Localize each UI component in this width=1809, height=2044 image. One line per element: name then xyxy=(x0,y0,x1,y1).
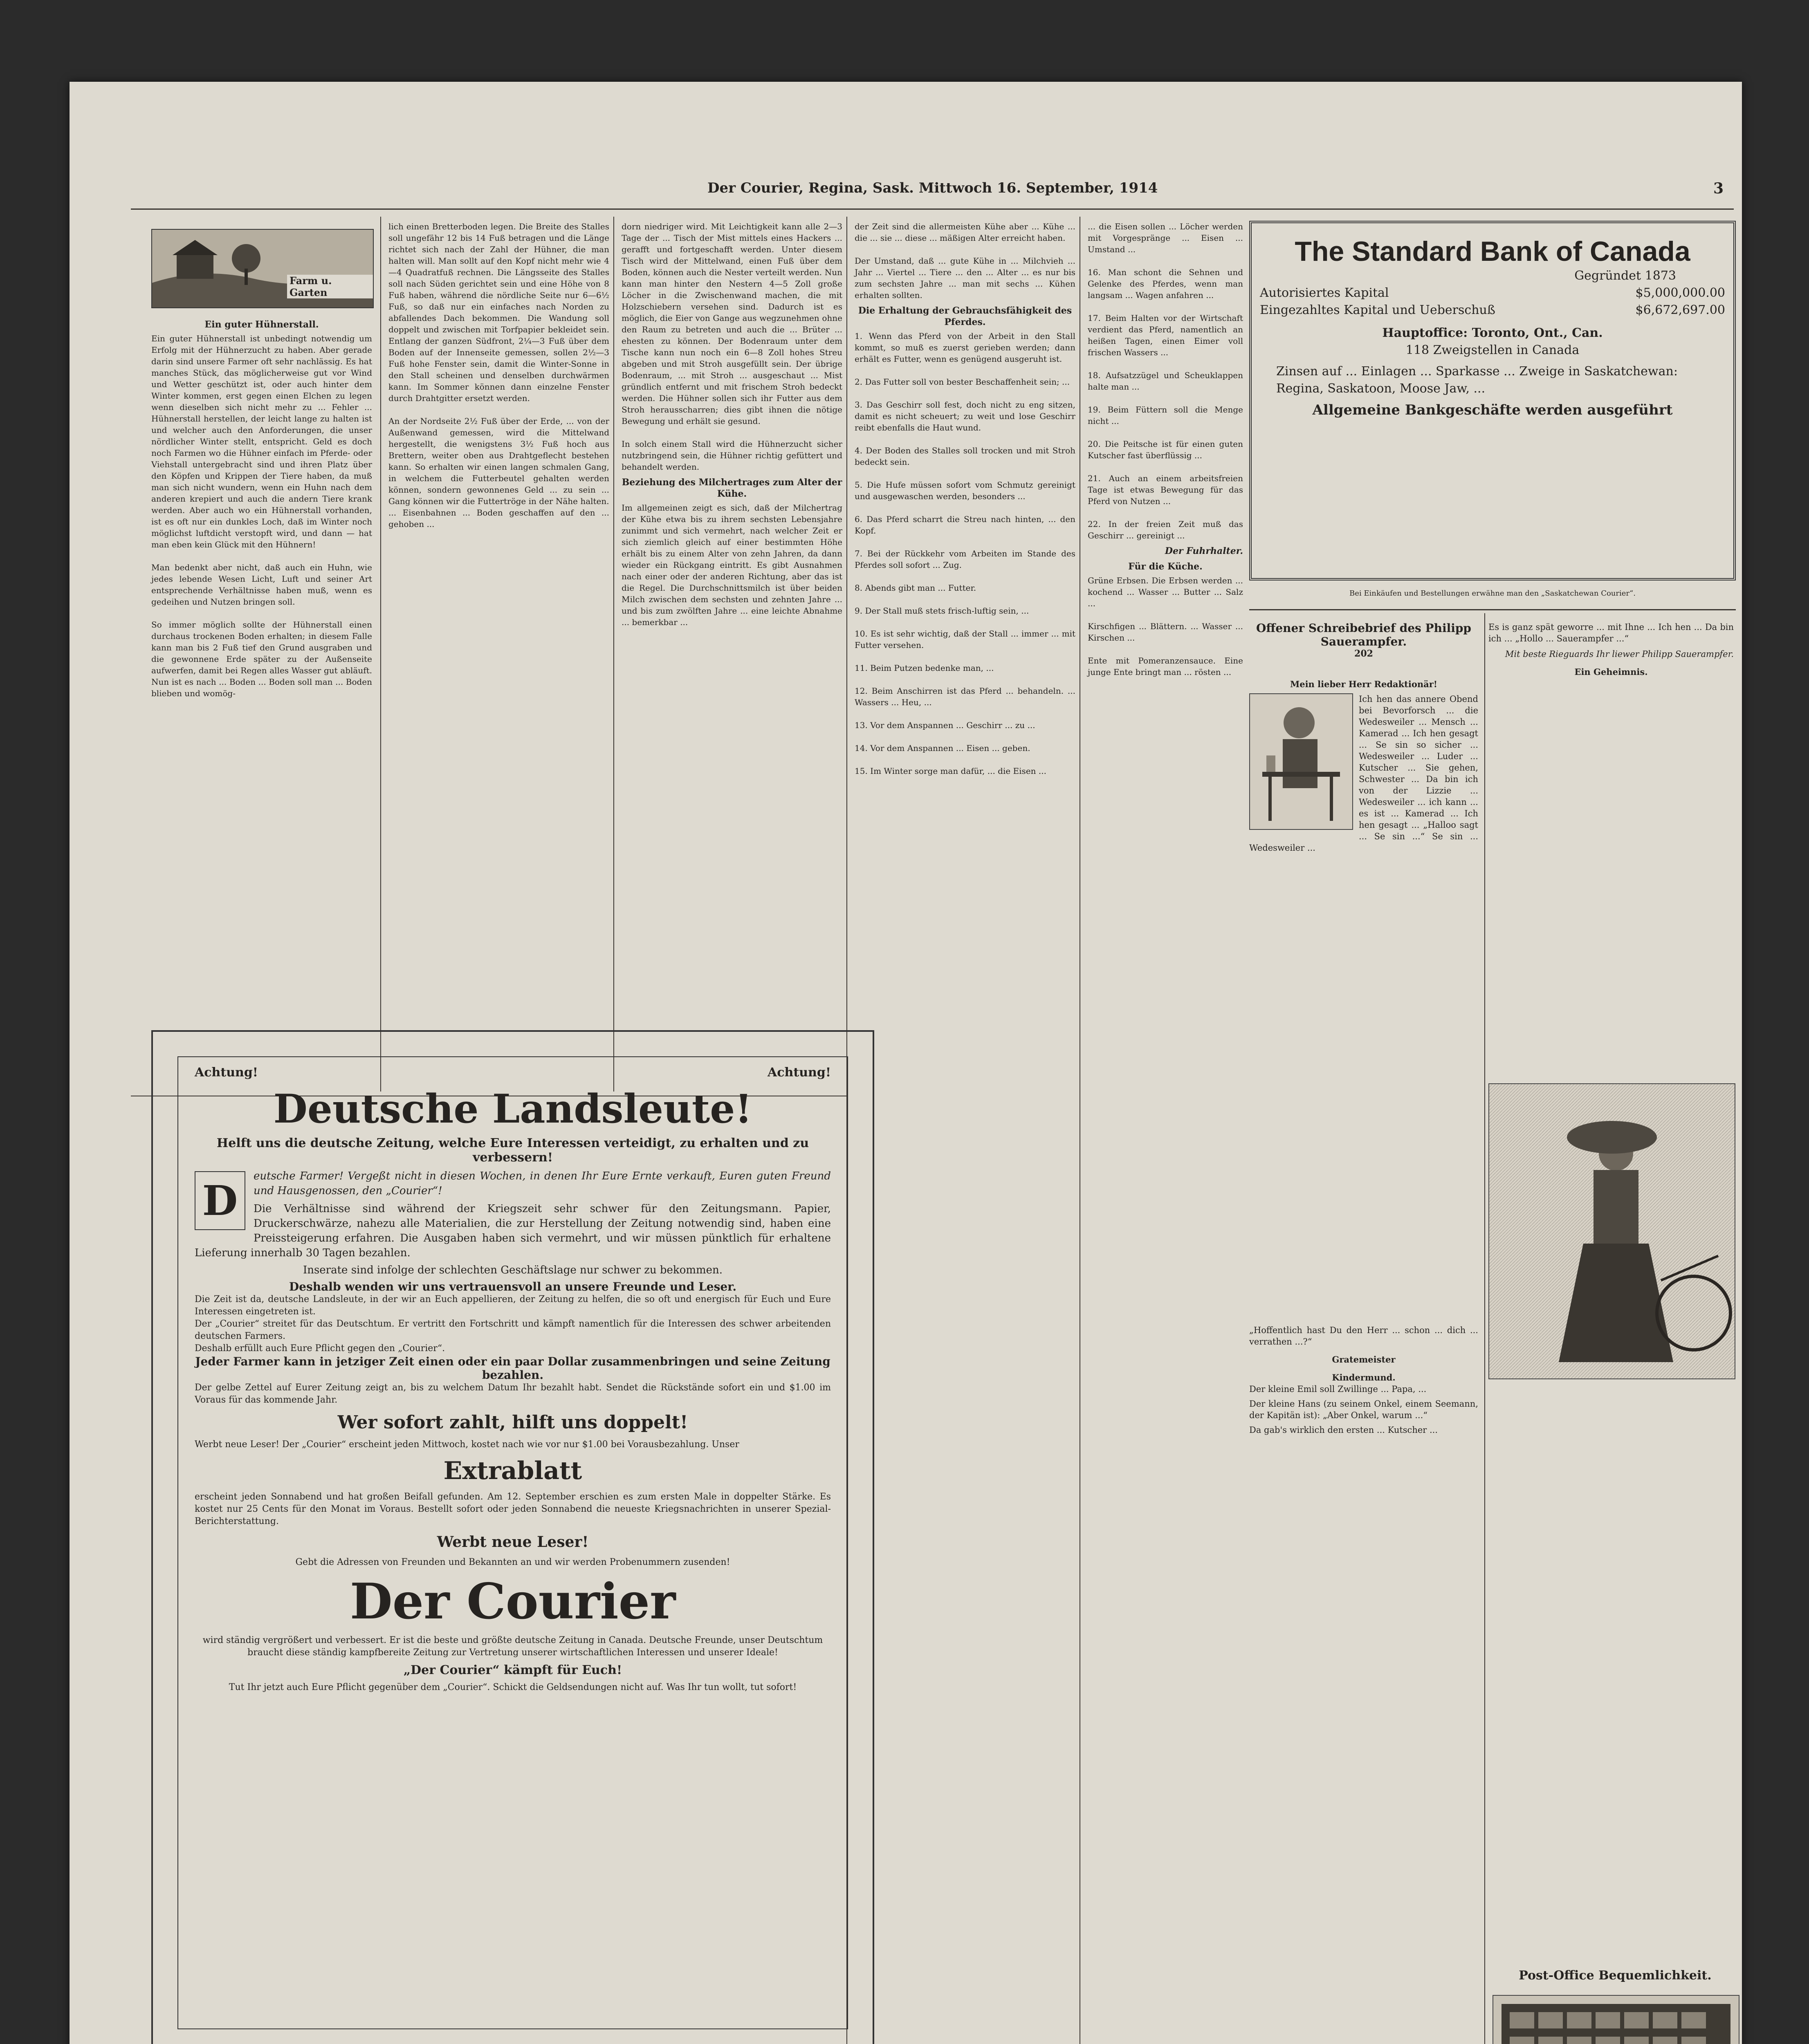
courier-ad xyxy=(151,1030,874,2044)
ad-intro xyxy=(195,1169,831,1225)
article-heading: Für die Küche. xyxy=(1128,561,1203,572)
ad-p14: Tut Ihr jetzt auch Eure Pflicht gegenüber dem „Courier“. Schickt die Geldsendungen nicht auf. Was Ihr tun wollt, tut sofort! xyxy=(229,1682,797,1692)
newspaper-page xyxy=(70,82,1742,2044)
article-body: ... die Eisen sollen ... Löcher werden mit Vorgespränge ... Eisen ... Umstand ... 16. Man schont die Sehnen und Gelenke des Pferdes, wenn man langsam ... Wagen anfahren ... 17. Beim Halten vor der Wirtschaft verdient das Pferd, namentlich an heißen Tagen, einen Eimer voll frischen Wassers ... 18. Aufsatzzügel und Scheuklappen halte man ... 19. Beim Füttern soll die Menge nicht ... 20. Die Peitsche ist für einen guten Kutscher fast überflüssig ... 21. Auch an einem arbeitsfreien Tage ist etwas Bewegung für das Pferd von Nutzen ... 22. In der freien Zeit muß das Geschirr ... gereinigt ... xyxy=(1088,222,1243,540)
ad-extrablatt: Extrablatt xyxy=(443,1457,582,1485)
ad-subtitle: Helft uns die deutsche Zeitung, welche Eure Interessen verteidigt, zu erhalten und zu verbessern! xyxy=(216,1136,809,1165)
page-header xyxy=(70,180,1742,204)
column-divider xyxy=(613,217,614,1091)
column-4 xyxy=(855,221,1075,2044)
ad-p7: Jeder Farmer kann in jetziger Zeit einen oder ein paar Dollar zusammenbringen und seine Zeitung bezahlen. xyxy=(195,1355,830,1382)
letter-number: 202 xyxy=(1354,648,1373,659)
woman-bicycle-icon xyxy=(1489,1084,1735,1378)
bank-paid-value: $6,672,697.00 xyxy=(1635,303,1725,317)
secret-heading: Ein Geheimnis. xyxy=(1574,667,1648,677)
short-heading-2: Kindermund. xyxy=(1332,1372,1396,1383)
ad-p8: Der gelbe Zettel auf Eurer Zeitung zeigt an, bis zu welchem Datum Ihr bezahlt habt. Sendet die Rückstände sofort ein und $1.00 im Voraus für das kommende Jahr. xyxy=(195,1383,831,1405)
ad-p9: Werbt neue Leser! Der „Courier“ erscheint jeden Mittwoch, kostet nach wie vor nur $1.00 bei Vorausbezahlung. Unser xyxy=(195,1439,739,1450)
article-body: der Zeit sind die allermeisten Kühe aber ... Kühe ... die ... sie ... diese ... mäßigen Alter erreicht haben. Der Umstand, daß ... gute Kühe in ... Milchvieh ... Jahr ... Viertel ... Tiere ... den ... Alter ... es nur bis zum sechsten Jahre ... man mit sechs ... Kühen erhalten sollten. xyxy=(855,222,1075,300)
man-at-table-icon xyxy=(1250,694,1352,829)
article-body: dorn niedriger wird. Mit Leichtigkeit kann alle 2—3 Tage der ... Tisch der Mist mittels eines Hackers ... gerafft und fortgeschafft werden. Unter diesem Tisch wird der Mittelwand, einen Fuß über dem Boden, können auch die Nester verteilt werden. Nun kann man hinter den Nestern 4—5 Zoll große Löcher in die Zwischenwand machen, die mit Holzschiebern versehen sind. Dadurch ist es möglich, die Eier von Gange aus wegzunehmen ohne den Raum zu betreten und auch die ... Brüter ... ehesten zu können. Der Bodenraum unter dem Tische kann nun noch ein 6—8 Zoll hohes Streu abgeben und mit Stroh ausgefüllt sein. Der übrige Bodenraum, ... mit Stroh ... ausgeschaut ... Mist gründlich entfernt und mit frischem Stroh bedeckt werden. Die Hühner sollen sich ihr Futter aus dem Stroh herausscharren; dies gibt ihnen die nötige Bewegung und erhält sie gesund. In solch einem Stall wird die Hühnerzucht sicher nutzbringend sein, die Hühner richtig gefüttert und behandelt werden. xyxy=(622,222,842,472)
article-body: lich einen Bretterboden legen. Die Breite des Stalles soll ungefähr 12 bis 14 Fuß betragen und die Länge richtet sich nach der Zahl der Hühner, die man halten will. Man sollt auf den Kopf nicht mehr wie 4—4 Quadratfuß rechnen. Die Längsseite des Stalles soll nach Süden gerichtet sein und eine Höhe von 8 Fuß haben, während die nördliche Seite nur 6—6½ Fuß, so daß nur ein einfaches nach Norden zu abfallendes Dach bekommen. Die Wandung soll doppelt und zwischen mit Torfpapier bekleidet sein. Entlang der ganzen Südfront, 2¼—3 Fuß über dem Boden auf der Innenseite gemessen, sollen 2½—3 Fuß hohe Fenster sein, damit die Winter-Sonne in den Stall scheinen und denselben durchwärmen kann. Im Sommer können dann einzelne Fenster durch Drahtgitter ersetzt werden. An der Nordseite 2½ Fuß über der Erde, ... von der Außenwand gemessen, wird die Mittelwand hergestellt, die wenigstens 3½ Fuß hoch aus Brettern, weiter oben aus Drahtgeflecht bestehen kann. So erhalten wir einen langen schmalen Gang, in welchem die Futterbeutel gehalten werden können, sondern gewonnenes Geld ... zu sein ... Gang können wir die Futtertröge in der Nähe halten. xyxy=(388,222,609,506)
column-5 xyxy=(1088,221,1243,2044)
short-text-3: Da gab's wirklich den ersten ... Kutscher ... xyxy=(1249,1425,1438,1435)
article-signature: Der Fuhrhalter. xyxy=(1165,546,1243,556)
bank-capital-label: Autorisiertes Kapital xyxy=(1260,286,1389,300)
letter-salutation: Mein lieber Herr Redaktionär! xyxy=(1290,679,1438,689)
letter-body-cont: Es is ganz spät geworre ... mit Ihne ... Ich hen ... Da bin ich ... „Hollo ... Sauerampfer ...“ xyxy=(1488,622,1734,643)
ad-big1: Wer sofort zahlt, hilft uns doppelt! xyxy=(337,1412,688,1433)
letter-title: Offener Schreibebrief des Philipp Sauerampfer. xyxy=(1256,621,1472,648)
secret-column xyxy=(1249,1325,1478,1958)
mailbox-cabinet-icon xyxy=(1493,1996,1739,2044)
header-rule xyxy=(131,208,1734,210)
bank-branches: 118 Zweigstellen in Canada xyxy=(1405,343,1580,357)
ad-title: Deutsche Landsleute! xyxy=(273,1086,752,1132)
column-divider xyxy=(1484,613,1485,2044)
column-3 xyxy=(622,221,845,1091)
ad-intro-text: eutsche Farmer! Vergeßt nicht in diesen Wochen, in denen Ihr Eure Ernte verkauft, Euren guten Freund und Hausgenossen, den „Courier“! xyxy=(254,1170,831,1197)
ad-p11: Gebt die Adressen von Freunden und Bekannten an und wir werden Probenummern zusenden! xyxy=(295,1557,730,1567)
article-body-cont: ... Eisenbahnen ... Boden geschaffen auf den ... gehoben ... xyxy=(388,508,612,529)
banner-label: Farm u. Garten xyxy=(287,275,373,298)
column-2 xyxy=(388,221,612,1091)
bank-general: Allgemeine Bankgeschäfte werden ausgeführt xyxy=(1312,402,1673,418)
bank-head-office: Hauptoffice: Toronto, Ont., Can. xyxy=(1382,326,1603,340)
bank-capital-row xyxy=(1260,285,1725,302)
ad-p4: Die Zeit ist da, deutsche Landsleute, in der wir an Euch appellieren, der Zeitung zu helfen, die so oft und energisch für Euch und Eure Interessen eingetreten ist. xyxy=(195,1294,831,1317)
bank-paid-label: Eingezahltes Kapital und Ueberschuß xyxy=(1260,303,1495,317)
drop-cap: D xyxy=(195,1171,245,1230)
column-divider xyxy=(380,217,381,1091)
ad-p6: Deshalb erfüllt auch Eure Pflicht gegen den „Courier“. xyxy=(195,1343,445,1354)
ad-big2: Werbt neue Leser! xyxy=(437,1533,589,1551)
article-heading: Die Erhaltung der Gebrauchsfähigkeit des Pferdes. xyxy=(858,305,1072,327)
article-body: Grüne Erbsen. Die Erbsen werden ... kochend ... Wasser ... Butter ... Salz ... Kirschfigen ... Blättern. ... Wasser ... Kirschen ... Ente mit Pomeranzensauce. Eine junge Ente bringt man ... rösten ... xyxy=(1088,576,1243,677)
page-number: 3 xyxy=(1713,180,1724,197)
article-body: Ein guter Hühnerstall ist unbedingt notwendig um Erfolg mit der Hühnerzucht zu haben. Aber gerade darin sind unsere Farmer oft sehr nachlässig. Es hat manches Stück, das möglicherweise gut vor Wind und Wetter geschützt ist, oder auch hinter dem Winter kommen, erst gegen einen Elchen zu legen wenn dieselben sich nicht mehr zu ... Fehler ... Hühnerstall herstellen, der leicht lange zu halten ist und welcher auch den Anforderungen, die unser nördlicher Winter stellt, entspricht. Geld es doch noch Farmen wo die Hühner einfach im Pferde- oder Viehstall untergebracht sind und ihren Platz über den Köpfen und Krippen der Tiere haben, da muß man sich nicht wundern, wenn ein Huhn nach dem anderen krepiert und auch die andern Tiere krank werden. Aber auch wo ein Hühnerstall vorhanden, ist es oft nur ein dunkles Loch, daß im Winter noch möglichst luftdicht verstopft wird, und dann — hat man eben kein Glück mit den Hühnern! Man bedenkt aber nicht, daß auch ein Huhn, wie jedes lebende Wesen Licht, Luft und seiner Art entsprechende Verhältnisse haben muß, wenn es gedeihen und Nutzen bringen soll. So immer möglich sollte der Hühnerstall einen durchaus trockenen Boden erhalten; in diesem Falle kann man bis 2 Fuß tief den Grund ausgraben und die gewonnene Erde später zu der Außenseite aufwerfen, damit bei Regen alles Wasser gut abläuft. Nun ist es nach ... Boden ... Boden soll man ... Boden blieben und womög- xyxy=(151,334,372,698)
short-text-2: Der kleine Hans (zu seinem Onkel, einem Seemann, der Kapitän ist): „Aber Onkel, warum ...“ xyxy=(1249,1399,1478,1420)
bank-founded: Gegründet 1873 xyxy=(1574,269,1676,283)
farm-garden-banner xyxy=(151,229,374,308)
woman-bicycle-illustration xyxy=(1488,1083,1735,1379)
letter-column xyxy=(1249,679,1478,1316)
short-heading: Gratemeister xyxy=(1332,1354,1396,1365)
achtung-left: Achtung! xyxy=(195,1065,258,1080)
secret-text: „Hoffentlich hast Du den Herr ... schon ... dich ... verrathen ...?“ xyxy=(1249,1325,1478,1347)
ad-p10: erscheint jeden Sonnabend und hat großen Beifall gefunden. Am 12. September erschien es zum ersten Male in doppelter Stärke. Es kostet nur 25 Cents für den Monat im Voraus. Bestellt sofort oder jeden Sonnabend die neueste Kriegsnachrichten in unserer Spezial-Berichterstattung. xyxy=(195,1492,831,1526)
letter-headline xyxy=(1249,621,1478,659)
letter-body: Ich hen das annere Obend bei Bevorforsch ... die Wedesweiler ... Mensch ... Kamerad ... Ich hen gesagt ... Se sin so sicher ... Wedesweiler ... Luder ... Kutscher ... Sie gehen, Schwester ... Da bin ich von der Lizzie ... Wedesweiler ... ich kann ... es ist ... Kamerad ... Ich hen gesagt ... „Halloo sagt ... Se sin ...“ Se sin ... Wedesweiler ... xyxy=(1249,694,1478,853)
letter-column-cont xyxy=(1488,621,1734,1083)
achtung-right: Achtung! xyxy=(768,1065,831,1080)
post-office-title: Post-Office Bequemlichkeit. xyxy=(1519,1968,1712,1983)
bank-footnote: Bei Einkäufen und Bestellungen erwähne man den „Saskatchewan Courier“. xyxy=(1349,589,1636,598)
bank-title: The Standard Bank of Canada xyxy=(1295,236,1690,267)
ad-courier-logo: Der Courier xyxy=(350,1573,676,1630)
bank-advertisement xyxy=(1249,221,1736,580)
ad-p3: Deshalb wenden wir uns vertrauensvoll an unsere Freunde und Leser. xyxy=(289,1280,737,1293)
ad-p13: „Der Courier“ kämpft für Euch! xyxy=(403,1663,622,1677)
bank-capital-value: $5,000,000.00 xyxy=(1635,286,1725,300)
section-rule xyxy=(1249,609,1736,610)
short-text: Der kleine Emil soll Zwillinge ... Papa, ... xyxy=(1249,1384,1427,1394)
post-office-illustration xyxy=(1493,1995,1739,2044)
bank-paid-row xyxy=(1260,302,1725,319)
ad-p5: Der „Courier“ streitet für das Deutschtum. Er vertritt den Fortschritt und kämpft namentlich für die Interessen des schwer arbeitenden deutschen Farmers. xyxy=(195,1319,831,1341)
article-heading: Ein guter Hühnerstall. xyxy=(204,319,319,330)
bank-details: Zinsen auf ... Einlagen ... Sparkasse ... Zweige in Saskatchewan: Regina, Saskatoon, Moose Jaw, ... xyxy=(1276,364,1678,396)
courier-ad-inner xyxy=(177,1056,848,2029)
article-body: 1. Wenn das Pferd von der Arbeit in den Stall kommt, so muß es zuerst gerieben werden; dann erhält es Futter, wenn es genügend ausgeruht ist. 2. Das Futter soll von bester Beschaffenheit sein; ... 3. Das Geschirr soll fest, doch nicht zu eng sitzen, damit es nicht scheuert; zu weit und lose Geschirr reibt ebenfalls die Haut wund. 4. Der Boden des Stalles soll trocken und mit Stroh bedeckt sein. 5. Die Hufe müssen sofort vom Schmutz gereinigt und ausgewaschen werden, besonders ... 6. Das Pferd scharrt die Streu nach hinten, ... den Kopf. 7. Bei der Rückkehr vom Arbeiten im Stande des Pferdes soll sofort ... Zug. 8. Abends gibt man ... Futter. 9. Der Stall muß stets frisch-luftig sein, ... 10. Es ist sehr wichtig, daß der Stall ... immer ... mit Futter versehen. 11. Beim Putzen bedenke man, ... 12. Beim Anschirren ist das Pferd ... behandeln. ... Wassers ... Heu, ... 13. Vor dem Anspannen ... Geschirr ... zu ... 14. Vor dem Anspannen ... Eisen ... geben. 15. Im Winter sorge man dafür, ... die Eisen ... xyxy=(855,331,1075,776)
column-1 xyxy=(151,315,372,1091)
ad-p12: wird ständig vergrößert und verbessert. Er ist die beste und größte deutsche Zeitung in Canada. Deutsche Freunde, unser Deutschtum braucht diese ständig kampfbereite Zeitung zur Vertretung unserer wirtschaftlichen Interessen und unserer Ideale! xyxy=(202,1635,823,1658)
article-heading: Beziehung des Milchertrages zum Alter der Kühe. xyxy=(622,477,842,499)
header-title: Der Courier, Regina, Sask. Mittwoch 16. September, 1914 xyxy=(707,180,1158,196)
ad-p2: Inserate sind infolge der schlechten Geschäftslage nur schwer zu bekommen. xyxy=(303,1264,723,1276)
ad-p1: Die Verhältnisse sind während der Kriegszeit sehr schwer für den Zeitungsmann. Papier, Druckerschwärze, nahezu alle Materialien, die zur Herstellung der Zeitung notwendig sind, haben eine Preissteigerung erfahren. Die Ausgaben haben sich vermehrt, und wir müssen pünktlich für erhaltene Lieferung innerhalb 30 Tagen bezahlen. xyxy=(195,1203,831,1259)
article-body: Im allgemeinen zeigt es sich, daß der Milchertrag der Kühe etwa bis zu ihrem sechsten Lebensjahre zunimmt und sich vermehrt, nach welcher Zeit er sich ziemlich gleich auf einer bestimmten Höhe erhält bis zu einem Alter von zehn Jahren, da dann wieder ein Rückgang eintritt. Es gibt Ausnahmen nach einer oder der anderen Richtung, aber das ist die Regel. Die Durchschnittsmilch ist über beiden Milch zwischen dem sechsten und zehnten Jahre ... und bis zum zwölften Jahre ... eine leichte Abnahme ... bemerkbar ... xyxy=(622,503,845,627)
letter-illustration xyxy=(1249,693,1353,830)
letter-signature: Mit beste Rieguards Ihr liewer Philipp Sauerampfer. xyxy=(1505,649,1734,659)
